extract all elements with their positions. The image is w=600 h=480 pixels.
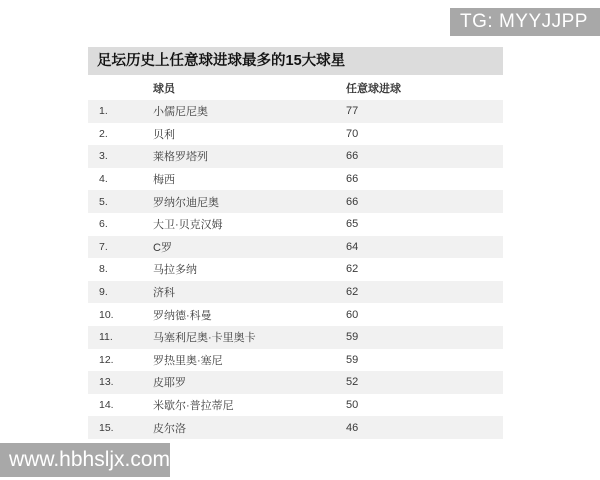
player-cell: 罗热里奥·塞尼 — [153, 354, 223, 367]
player-cell: 莱格罗塔列 — [153, 151, 208, 164]
goals-cell: 60 — [346, 308, 359, 321]
rank-cell: 11. — [99, 331, 113, 344]
rank-cell: 10. — [99, 308, 114, 321]
rank-cell: 12. — [99, 353, 114, 366]
player-cell: 济科 — [153, 287, 175, 300]
rank-cell: 6. — [99, 218, 108, 231]
freekick-ranking-card — [88, 47, 503, 439]
player-cell: 皮尔洛 — [153, 422, 186, 435]
table-row — [88, 349, 503, 372]
table-row — [88, 213, 503, 236]
goals-cell: 65 — [346, 218, 359, 231]
goals-cell: 66 — [346, 173, 359, 186]
table-title: 足坛历史上任意球进球最多的15大球星 — [88, 47, 503, 75]
column-header-goals: 任意球进球 — [346, 82, 401, 95]
table-row — [88, 326, 503, 349]
rank-cell: 14. — [99, 399, 114, 412]
player-cell: 贝利 — [153, 128, 175, 141]
table-row — [88, 258, 503, 281]
goals-cell: 50 — [346, 399, 359, 412]
table-header — [88, 75, 503, 100]
player-cell: 米歇尔·普拉蒂尼 — [153, 400, 234, 413]
player-cell: C罗 — [153, 241, 172, 254]
player-cell: 马拉多纳 — [153, 264, 197, 277]
goals-cell: 62 — [346, 286, 359, 299]
player-cell: 小儒尼尼奥 — [153, 106, 208, 119]
goals-cell: 66 — [346, 195, 359, 208]
goals-cell: 52 — [346, 376, 359, 389]
table-row — [88, 145, 503, 168]
table-row — [88, 281, 503, 304]
table-row — [88, 168, 503, 191]
table-row — [88, 416, 503, 439]
table-row — [88, 371, 503, 394]
goals-cell: 59 — [346, 353, 359, 366]
goals-cell: 59 — [346, 331, 359, 344]
rank-cell: 2. — [99, 127, 108, 140]
table-row — [88, 394, 503, 417]
rank-cell: 4. — [99, 173, 108, 186]
table-row — [88, 190, 503, 213]
rank-cell: 15. — [99, 421, 114, 434]
player-cell: 马塞利尼奥·卡里奥卡 — [153, 332, 256, 345]
site-watermark: www.hbhsljx.com — [0, 443, 170, 477]
rank-cell: 8. — [99, 263, 108, 276]
goals-cell: 70 — [346, 127, 359, 140]
player-cell: 皮耶罗 — [153, 377, 186, 390]
player-cell: 罗纳德·科曼 — [153, 309, 212, 322]
column-header-player: 球员 — [153, 82, 175, 95]
table-row — [88, 100, 503, 123]
rank-cell: 1. — [99, 105, 108, 118]
rank-cell: 13. — [99, 376, 114, 389]
goals-cell: 62 — [346, 263, 359, 276]
goals-cell: 66 — [346, 150, 359, 163]
rank-cell: 9. — [99, 286, 108, 299]
table-row — [88, 236, 503, 259]
rank-cell: 5. — [99, 195, 108, 208]
table-row — [88, 123, 503, 146]
player-cell: 罗纳尔迪尼奥 — [153, 196, 219, 209]
rank-cell: 3. — [99, 150, 108, 163]
goals-cell: 77 — [346, 105, 359, 118]
rank-cell: 7. — [99, 240, 108, 253]
goals-cell: 46 — [346, 421, 359, 434]
table-body — [88, 100, 503, 439]
player-cell: 大卫·贝克汉姆 — [153, 219, 223, 232]
table-row — [88, 303, 503, 326]
goals-cell: 64 — [346, 240, 359, 253]
player-cell: 梅西 — [153, 174, 175, 187]
telegram-watermark: TG: MYYJJPP — [450, 8, 600, 36]
